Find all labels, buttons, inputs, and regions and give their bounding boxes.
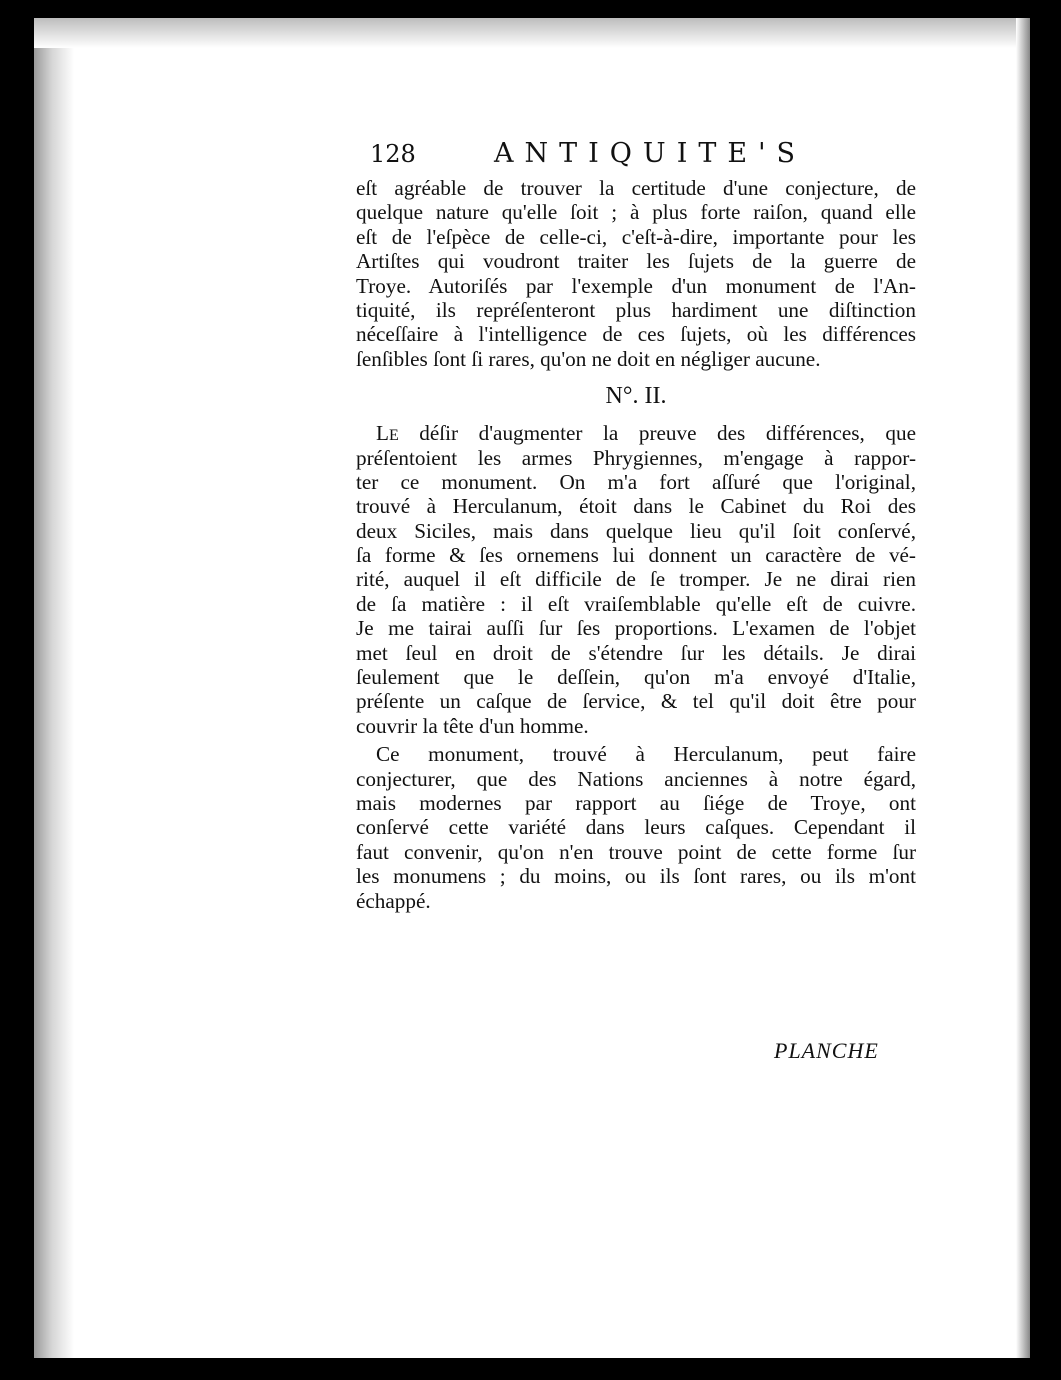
- text-line: néceſſaire à l'intelligence de ces ſujets, où les différences: [356, 322, 916, 347]
- text-line: conſervé cette variété dans leurs caſques. Cependant il: [356, 815, 916, 840]
- text-line: Artiſtes qui voudront traiter les ſujets de la guerre de: [356, 249, 916, 274]
- page-header: [370, 138, 806, 176]
- body-text: [356, 176, 916, 913]
- page-edge: [1016, 18, 1030, 1358]
- text-line: quelque nature qu'elle ſoit ; à plus forte raiſon, quand elle: [356, 200, 916, 225]
- section-heading: N°. II.: [605, 383, 667, 410]
- smallcap: E: [388, 427, 399, 445]
- top-shadow: [34, 18, 1030, 48]
- binding-shadow: [34, 18, 74, 1358]
- text-line: met ſeul en droit de s'étendre ſur les détails. Je dirai: [356, 640, 916, 665]
- page-number: 128: [370, 140, 416, 168]
- first-line: [356, 421, 916, 445]
- text-line: Je me tairai auſſi ſur ſes proportions. L'examen de l'objet: [356, 616, 916, 641]
- text-line: conjecturer, que des Nations anciennes à notre égard,: [356, 766, 916, 791]
- paragraph-conclusion: [356, 742, 916, 913]
- text-line: ſenſibles ſont ſi rares, qu'on ne doit en négliger aucune.: [356, 346, 821, 371]
- dropcap: L: [376, 421, 389, 446]
- text-line: deux Siciles, mais dans quelque lieu qu'il ſoit conſervé,: [356, 518, 916, 543]
- text-line: ter ce monument. On m'a fort aſſuré que l'original,: [356, 469, 916, 494]
- catchword: PLANCHE: [774, 1038, 879, 1063]
- text-line: préſente un caſque de ſervice, & tel qu'il doit être pour: [356, 689, 916, 714]
- text-line: Troye. Autoriſés par l'exemple d'un monument de l'An-: [356, 273, 916, 298]
- text-line: de ſa matière : il eſt vraiſemblable qu'elle eſt de cuivre.: [356, 591, 916, 616]
- text-line: ſa forme & ſes ornemens lui donnent un caractère de vé-: [356, 543, 916, 568]
- text-line: rité, auquel il eſt difficile de ſe tromper. Je ne dirai rien: [356, 567, 916, 592]
- text-line: mais modernes par rapport au ſiége de Troye, ont: [356, 790, 916, 815]
- running-title: ANTIQUITE'S: [494, 138, 806, 169]
- paragraph-section-ii: [356, 421, 916, 738]
- text-line: couvrir la tête d'un homme.: [356, 713, 589, 738]
- text-line: eſt de l'eſpèce de celle-ci, c'eſt-à-dire, importante pour les: [356, 224, 916, 249]
- first-line-text: déſir d'augmenter la preuve des différences, que: [398, 421, 916, 446]
- text-line: eſt agréable de trouver la certitude d'une conjecture, de: [356, 176, 916, 200]
- book-page: [34, 18, 1030, 1358]
- text-line: échappé.: [356, 888, 431, 913]
- text-line: ſeulement que le deſſein, qu'on m'a envoyé d'Italie,: [356, 665, 916, 690]
- paragraph-continued: [356, 176, 916, 371]
- text-line: faut convenir, qu'on n'en trouve point de cette forme ſur: [356, 839, 916, 864]
- text-line: les monumens ; du moins, ou ils ſont rares, ou ils m'ont: [356, 864, 916, 889]
- text-line: Ce monument, trouvé à Herculanum, peut faire: [376, 742, 916, 767]
- text-line: préſentoient les armes Phrygiennes, m'engage à rappor-: [356, 445, 916, 470]
- text-line: tiquité, ils repréſenteront plus hardiment une diſtinction: [356, 297, 916, 322]
- text-line: trouvé à Herculanum, étoit dans le Cabinet du Roi des: [356, 494, 916, 519]
